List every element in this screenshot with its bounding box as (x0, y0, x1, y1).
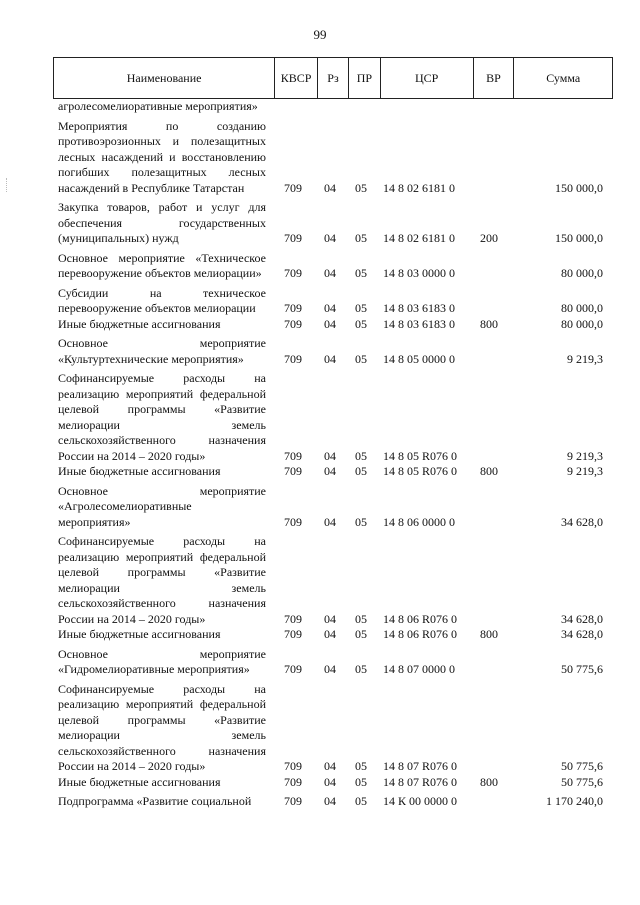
row-name: Софинансируемые расходы на реализацию мероприятий федеральной целевой программы «Развитие мелиорации земель сельскохозяйственного назначения России на 2014 – 2020 годы» (58, 371, 266, 463)
row-pr: 05 (355, 301, 367, 315)
row-rz: 04 (324, 611, 336, 626)
row-pr: 05 (355, 514, 367, 529)
row-kvsr: 709 (284, 266, 302, 280)
row-name: Субсидии на техническое перевооружение объектов мелиорации (58, 285, 266, 315)
row-rz: 04 (324, 351, 336, 366)
row-rz: 04 (324, 180, 336, 195)
row-name: Основное мероприятие «Культуртехнические мероприятия» (58, 336, 266, 366)
row-name: Основное мероприятие «Агролесомелиоративные мероприятия» (58, 483, 266, 529)
row-name: Софинансируемые расходы на реализацию мероприятий федеральной целевой программы «Развитие мелиорации земель сельскохозяйственного назначения России на 2014 – 2020 годы» (58, 534, 266, 626)
row-vr: 200 (480, 231, 498, 245)
row-vr: 800 (480, 464, 498, 478)
row-csr: 14 8 05 R076 0 (383, 464, 458, 478)
row-sum: 50 775,6 (561, 662, 603, 676)
row-sum: 9 219,3 (567, 448, 603, 463)
row-pr: 05 (355, 627, 367, 641)
header-csr: ЦСР (381, 58, 474, 98)
row-pr: 05 (355, 231, 367, 245)
header-vr: ВР (474, 58, 515, 98)
table-row (58, 200, 603, 247)
row-sum: 9 219,3 (567, 351, 603, 366)
row-pr: 05 (355, 794, 367, 808)
row-rz: 04 (324, 774, 336, 789)
table-row (58, 464, 603, 480)
row-kvsr: 709 (284, 662, 302, 676)
row-pr: 05 (355, 662, 367, 676)
table-row (58, 251, 603, 282)
header-rz: Рз (318, 58, 349, 98)
row-rz: 04 (324, 316, 336, 331)
row-sum: 34 628,0 (561, 611, 603, 626)
row-pr: 05 (355, 611, 367, 626)
row-sum: 50 775,6 (561, 774, 603, 789)
row-csr: 14 8 07 R076 0 (383, 759, 458, 773)
row-csr: 14 8 06 R076 0 (383, 627, 458, 641)
header-sum: Сумма (546, 70, 581, 85)
row-pr: 05 (355, 316, 367, 331)
row-rz: 04 (324, 759, 336, 773)
row-name: Иные бюджетные ассигнования (58, 774, 221, 789)
row-name: Основное мероприятие «Техническое перевооружение объектов мелиорации» (58, 250, 266, 280)
row-csr: 14 8 07 0000 0 (383, 662, 455, 676)
row-vr: 800 (480, 774, 498, 789)
row-sum: 34 628,0 (561, 514, 603, 529)
row-csr: 14 8 05 0000 0 (383, 351, 455, 366)
row-rz: 04 (324, 627, 336, 641)
row-csr: 14 8 03 0000 0 (383, 266, 455, 280)
header-kvsr: КВСР (275, 58, 318, 98)
row-csr: 14 8 06 0000 0 (383, 514, 455, 529)
table-row (58, 794, 603, 810)
row-name: агролесомелиоративные мероприятия» (58, 99, 258, 113)
row-kvsr: 709 (284, 794, 302, 808)
row-csr: 14 8 02 6181 0 (383, 231, 455, 245)
table-row (58, 647, 603, 678)
table-row (58, 775, 603, 791)
row-vr: 800 (480, 627, 498, 641)
row-kvsr: 709 (284, 180, 302, 195)
table-row (58, 682, 603, 775)
table-row (58, 534, 603, 627)
row-sum: 80 000,0 (561, 316, 603, 331)
table-row (58, 627, 603, 643)
row-pr: 05 (355, 351, 367, 366)
row-rz: 04 (324, 464, 336, 478)
row-csr: 14 8 05 R076 0 (383, 448, 458, 463)
row-name: Мероприятия по созданию противоэрозионных и полезащитных лесных насаждений и восстановлению погибших полезащитных лесных насаждений в Республике Татарстан (58, 118, 266, 195)
row-sum: 80 000,0 (561, 301, 603, 315)
row-name: Основное мероприятие «Гидромелиоративные мероприятия» (58, 646, 266, 676)
row-kvsr: 709 (284, 759, 302, 773)
row-sum: 9 219,3 (567, 464, 603, 478)
row-name: Иные бюджетные ассигнования (58, 316, 221, 331)
row-kvsr: 709 (284, 464, 302, 478)
budget-table-body (58, 99, 603, 810)
row-csr: 14 8 06 R076 0 (383, 611, 458, 626)
table-row (58, 484, 603, 531)
header-pr: ПР (349, 58, 381, 98)
row-pr: 05 (355, 266, 367, 280)
row-pr: 05 (355, 774, 367, 789)
row-csr: 14 8 07 R076 0 (383, 774, 458, 789)
row-pr: 05 (355, 464, 367, 478)
row-rz: 04 (324, 266, 336, 280)
row-rz: 04 (324, 301, 336, 315)
row-pr: 05 (355, 448, 367, 463)
row-sum: 50 775,6 (561, 759, 603, 773)
row-kvsr: 709 (284, 231, 302, 245)
table-header (53, 57, 613, 99)
row-name: Иные бюджетные ассигнования (58, 464, 221, 478)
table-row (58, 317, 603, 333)
row-name: Иные бюджетные ассигнования (58, 627, 221, 641)
row-sum: 34 628,0 (561, 627, 603, 641)
table-row (58, 371, 603, 464)
table-row (58, 286, 603, 317)
row-rz: 04 (324, 662, 336, 676)
row-name: Закупка товаров, работ и услуг для обеспечения государственных (муниципальных) нужд (58, 200, 266, 245)
row-kvsr: 709 (284, 448, 302, 463)
row-name: Подпрограмма «Развитие социальной (58, 794, 252, 808)
row-name: Софинансируемые расходы на реализацию мероприятий федеральной целевой программы «Развитие мелиорации земель сельскохозяйственного назначения России на 2014 – 2020 годы» (58, 681, 266, 773)
row-rz: 04 (324, 794, 336, 808)
row-sum: 150 000,0 (555, 231, 603, 245)
row-sum: 80 000,0 (561, 266, 603, 280)
row-pr: 05 (355, 180, 367, 195)
row-kvsr: 709 (284, 301, 302, 315)
row-csr: 14 К 00 0000 0 (383, 794, 458, 808)
row-kvsr: 709 (284, 627, 302, 641)
header-name: Наименование (54, 58, 275, 98)
table-row (58, 336, 603, 367)
row-rz: 04 (324, 231, 336, 245)
table-row (58, 119, 603, 197)
row-sum: 1 170 240,0 (546, 794, 603, 808)
row-vr: 800 (480, 316, 498, 331)
row-kvsr: 709 (284, 611, 302, 626)
row-sum: 150 000,0 (555, 180, 603, 195)
row-rz: 04 (324, 448, 336, 463)
row-pr: 05 (355, 759, 367, 773)
row-csr: 14 8 02 6181 0 (383, 180, 455, 195)
table-row (58, 99, 603, 115)
row-kvsr: 709 (284, 316, 302, 331)
row-kvsr: 709 (284, 351, 302, 366)
scan-margin-mark (6, 178, 9, 192)
row-kvsr: 709 (284, 774, 302, 789)
page-number: 99 (313, 27, 327, 42)
row-csr: 14 8 03 6183 0 (383, 316, 455, 331)
row-kvsr: 709 (284, 514, 302, 529)
row-csr: 14 8 03 6183 0 (383, 301, 455, 315)
row-rz: 04 (324, 514, 336, 529)
